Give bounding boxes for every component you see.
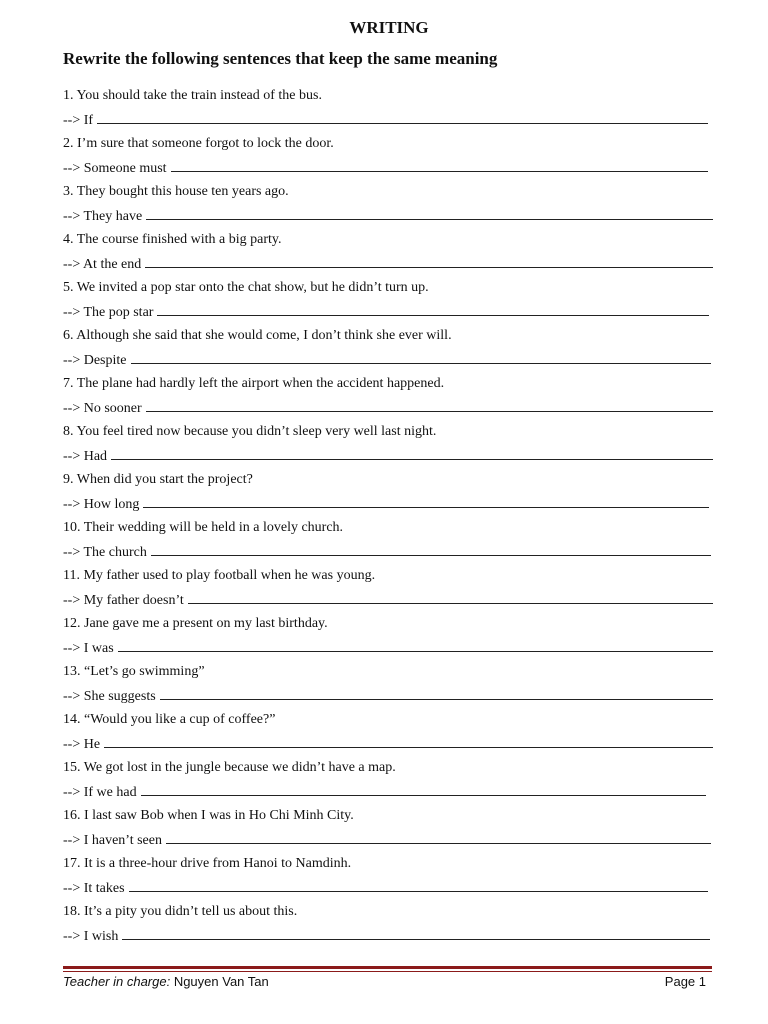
answer-row [63, 924, 723, 948]
answer-blank-line[interactable] [122, 924, 710, 940]
question-text: 6. Although she said that she would come, I don’t think she ever will. [63, 328, 452, 343]
answer-prompt: --> They have [63, 209, 143, 224]
answer-prompt: --> The church [63, 545, 147, 560]
answer-prompt: --> At the end [63, 257, 142, 272]
answer-row [63, 300, 723, 324]
answer-prompt: --> If we had [63, 785, 137, 800]
answer-row [63, 252, 723, 276]
question-text: 13. “Let’s go swimming” [63, 664, 205, 679]
answer-prompt: --> How long [63, 497, 140, 512]
answer-blank-line[interactable] [188, 588, 713, 604]
question-text: 18. It’s a pity you didn’t tell us about this. [63, 904, 298, 919]
answer-blank-line[interactable] [145, 252, 713, 268]
answer-blank-line[interactable] [146, 204, 713, 220]
answer-blank-line[interactable] [171, 156, 708, 172]
question-text: 14. “Would you like a cup of coffee?” [63, 712, 276, 727]
answer-row [63, 588, 723, 612]
answer-prompt: --> She suggests [63, 689, 156, 704]
exercise-list [63, 84, 723, 948]
page-number: Page 1 [664, 974, 706, 989]
answer-prompt: --> He [63, 737, 101, 752]
answer-prompt: --> I haven’t seen [63, 833, 162, 848]
answer-blank-line[interactable] [151, 540, 711, 556]
answer-prompt: --> Had [63, 449, 108, 464]
answer-row [63, 204, 723, 228]
answer-row [63, 876, 723, 900]
question-text: 10. Their wedding will be held in a lovely church. [63, 520, 344, 535]
answer-prompt: --> If [63, 113, 94, 128]
answer-blank-line[interactable] [97, 108, 708, 124]
answer-blank-line[interactable] [118, 636, 713, 652]
answer-row [63, 348, 723, 372]
question-text: 9. When did you start the project? [63, 472, 253, 487]
instruction-heading: Rewrite the following sentences that keep the same meaning [63, 49, 498, 68]
answer-prompt: --> Someone must [63, 161, 167, 176]
answer-row [63, 108, 723, 132]
question-text: 8. You feel tired now because you didn’t sleep very well last night. [63, 424, 437, 439]
footer-divider [63, 966, 712, 972]
question-text: 16. I last saw Bob when I was in Ho Chi Minh City. [63, 808, 354, 823]
answer-prompt: --> The pop star [63, 305, 154, 320]
answer-row [63, 684, 723, 708]
answer-blank-line[interactable] [157, 300, 709, 316]
question-text: 7. The plane had hardly left the airport when the accident happened. [63, 376, 445, 391]
question-text: 5. We invited a pop star onto the chat show, but he didn’t turn up. [63, 280, 429, 295]
answer-prompt: --> No sooner [63, 401, 142, 416]
answer-row [63, 492, 723, 516]
answer-blank-line[interactable] [166, 828, 711, 844]
footer [63, 974, 712, 989]
answer-row [63, 828, 723, 852]
answer-blank-line[interactable] [141, 780, 706, 796]
answer-blank-line[interactable] [129, 876, 708, 892]
question-text: 11. My father used to play football when he was young. [63, 568, 376, 583]
question-text: 3. They bought this house ten years ago. [63, 184, 289, 199]
answer-row [63, 540, 723, 564]
answer-prompt: --> My father doesn’t [63, 593, 184, 608]
answer-blank-line[interactable] [131, 348, 711, 364]
page-title: WRITING [349, 18, 429, 37]
answer-blank-line[interactable] [143, 492, 709, 508]
answer-row [63, 732, 723, 756]
answer-prompt: --> It takes [63, 881, 125, 896]
question-text: 15. We got lost in the jungle because we didn’t have a map. [63, 760, 396, 775]
answer-row [63, 636, 723, 660]
answer-prompt: --> I was [63, 641, 114, 656]
answer-blank-line[interactable] [104, 732, 713, 748]
question-text: 2. I’m sure that someone forgot to lock the door. [63, 136, 334, 151]
question-text: 4. The course finished with a big party. [63, 232, 282, 247]
answer-blank-line[interactable] [146, 396, 713, 412]
question-text: 17. It is a three-hour drive from Hanoi to Namdinh. [63, 856, 352, 871]
answer-prompt: --> I wish [63, 929, 119, 944]
answer-row [63, 444, 723, 468]
answer-row [63, 156, 723, 180]
answer-prompt: --> Despite [63, 353, 127, 368]
answer-blank-line[interactable] [160, 684, 713, 700]
teacher-name: Nguyen Van Tan [170, 974, 269, 989]
question-text: 1. You should take the train instead of the bus. [63, 88, 322, 103]
question-text: 12. Jane gave me a present on my last birthday. [63, 616, 328, 631]
teacher-label: Teacher in charge: [63, 974, 171, 989]
answer-row [63, 396, 723, 420]
answer-row [63, 780, 723, 804]
answer-blank-line[interactable] [111, 444, 713, 460]
